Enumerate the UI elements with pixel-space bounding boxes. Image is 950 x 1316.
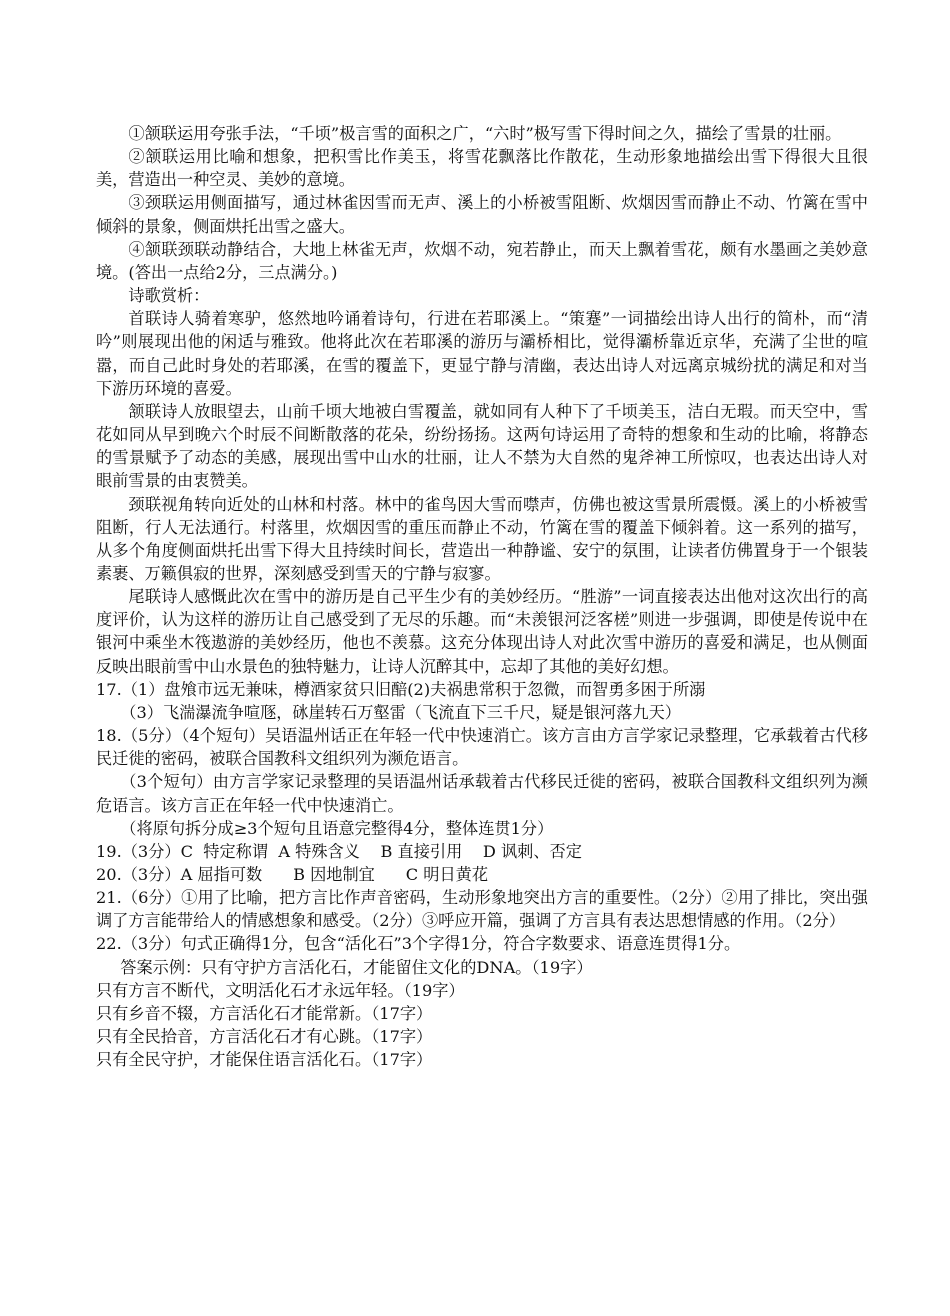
answer-document [96,122,868,1071]
appreciation-paragraph-1: 首联诗人骑着寒驴，悠然地吟诵着诗句，行进在若耶溪上。“策蹇”一词描绘出诗人出行的简朴，而“清吟”则展现出他的闲适与雅致。他将此次在若耶溪的游历与灞桥相比，觉得灞桥靠近京华，充满了尘世的喧嚣，而自己此时身处的若耶溪，在雪的覆盖下，更显宁静与清幽，表达出诗人对远离京城纷扰的满足和对当下游历环境的喜爱。 [96,309,868,398]
q18-note: （将原句拆分成≥3个短句且语意完整得4分，整体连贯1分） [120,818,554,838]
q21-answer: 21.（6分）①用了比喻，把方言比作声音密码，生动形象地突出方言的重要性。（2分）②用了排比，突出强调了方言能带给人的情感想象和感受。（2分）③呼应开篇，强调了方言具有表达思想情感的作用。（2分） [96,888,868,931]
q22-answer: 22.（3分）句式正确得1分，包含“活化石”3个字得1分，符合字数要求、语意连贯得1分。 [96,934,741,954]
q20-answer: 20.（3分）A 屈指可数 B 因地制宜 C 明日黄花 [96,865,489,884]
appreciation-paragraph-3: 颈联视角转向近处的山林和村落。林中的雀鸟因大雪而噤声，仿佛也被这雪景所震慑。溪上的小桥被雪阻断，行人无法通行。村落里，炊烟因雪的重压而静止不动，竹篱在雪的覆盖下倾斜着。这一系列的描写，从多个角度侧面烘托出雪下得大且持续时间长，营造出一种静谧、安宁的氛围，让读者仿佛置身于一个银装素裹、万籁俱寂的世界，深刻感受到雪天的宁静与寂寥。 [96,494,868,583]
q17-line-2: （3）飞湍瀑流争喧豗，砯崖转石万壑雷（飞流直下三千尺，疑是银河落九天） [120,702,681,722]
appreciation-paragraph-2: 颔联诗人放眼望去，山前千顷大地被白雪覆盖，就如同有人种下了千顷美玉，洁白无瑕。而天空中，雪花如同从早到晚六个时辰不间断散落的花朵，纷纷扬扬。这两句诗运用了奇特的想象和生动的比喻，将静态的雪景赋予了动态的美感，展现出雪中山水的壮丽，让人不禁为大自然的鬼斧神工所惊叹，也表达出诗人对眼前雪景的由衷赞美。 [96,401,868,491]
example-3: 只有全民拾音，方言活化石才有心跳。（17字） [96,1027,433,1047]
analysis-point-2: ②颔联运用比喻和想象，把积雪比作美玉，将雪花飘落比作散花，生动形象地描绘出雪下得很大且很美，营造出一种空灵、美妙的意境。 [96,147,868,190]
analysis-point-1: ①颔联运用夸张手法，“千顷”极言雪的面积之广，“六时”极写雪下得时间之久，描绘了雪景的壮丽。 [128,124,842,143]
q19-answer: 19.（3分）C 特定称谓 A 特殊含义 B 直接引用 D 讽刺、否定 [96,841,582,861]
example-1: 只有方言不断代，文明活化石才永远年轻。（19字） [96,980,465,1000]
analysis-point-4: ④颔联颈联动静结合，大地上林雀无声，炊烟不动，宛若静止，而天上飘着雪花，颇有水墨画之美妙意境。(答出一点给2分，三点满分。) [96,239,868,282]
example-2: 只有乡音不辍，方言活化石才能常新。（17字） [96,1003,433,1023]
q18-part-2: （3个短句）由方言学家记录整理的吴语温州话承载着古代移民迁徙的密码，被联合国教科文组织列为濒危语言。该方言正在年轻一代中快速消亡。 [96,772,868,815]
q18-part-1: 18.（5分）（4个短句）吴语温州话正在年轻一代中快速消亡。该方言由方言学家记录整理，它承载着古代移民迁徙的密码，被联合国教科文组织列为濒危语言。 [96,726,868,769]
appreciation-heading: 诗歌赏析： [128,286,210,306]
examples-heading: 答案示例：只有守护方言活化石，才能留住文化的DNA。（19字） [120,957,593,977]
analysis-point-3: ③颈联运用侧面描写，通过林雀因雪而无声、溪上的小桥被雪阻断、炊烟因雪而静止不动、竹篱在雪中倾斜的景象，侧面烘托出雪之盛大。 [96,193,868,236]
q17-line-1: 17.（1）盘飧市远无兼味，樽酒家贫只旧醅(2)夫祸患常积于忽微，而智勇多困于所溺 [96,679,706,699]
appreciation-paragraph-4: 尾联诗人感慨此次在雪中的游历是自己平生少有的美妙经历。“胜游”一词直接表达出他对这次出行的高度评价，认为这样的游历让自己感受到了无尽的乐趣。而“未羡银河泛客槎”则进一步强调，即使是传说中在银河中乘坐木筏遨游的美妙经历，他也不羡慕。这充分体现出诗人对此次雪中游历的喜爱和满足，也从侧面反映出眼前雪中山水景色的独特魅力，让诗人沉醉其中，忘却了其他的美好幻想。 [96,587,868,676]
example-4: 只有全民守护，才能保住语言活化石。（17字） [96,1050,433,1070]
